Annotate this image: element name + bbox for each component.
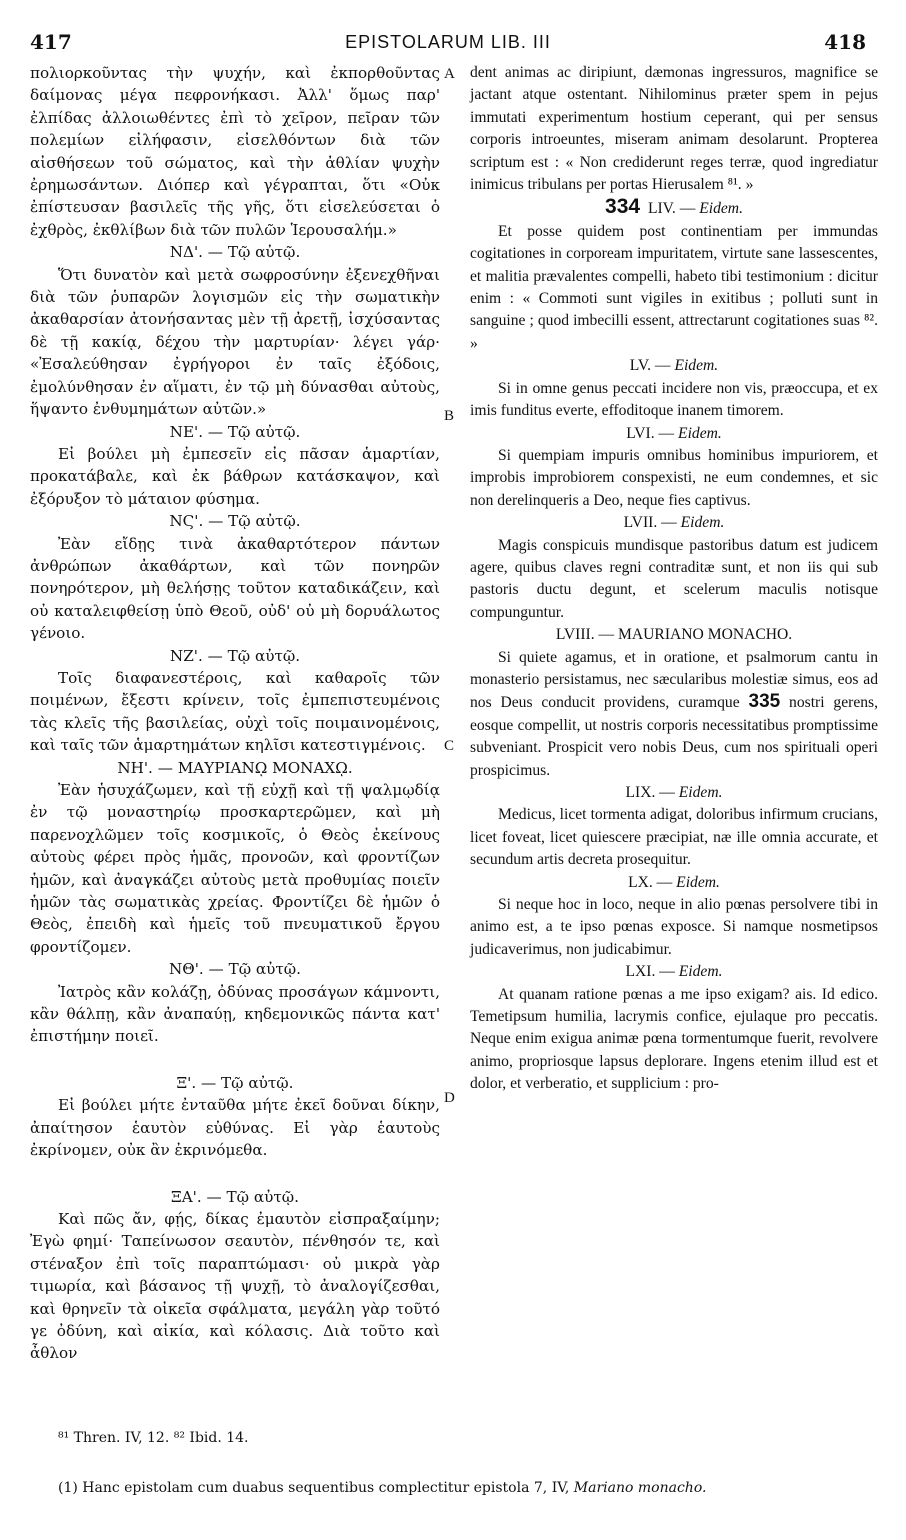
greek-heading-60: Ξ'. — Τῷ αὐτῷ.	[176, 1073, 294, 1092]
greek-heading-55: ΝΕ'. — Τῷ αὐτῷ.	[169, 422, 301, 441]
marginal-page-number-335: 335	[748, 691, 781, 713]
latin-heading-56	[470, 423, 878, 445]
latin-paragraph-59: Medicus, licet tormenta adigat, doloribus infirmum crucians, licet foveat, licet quiescere præcipiat, næ ille omnia accurate, et secundum artis decreta prosequitur.	[470, 806, 878, 869]
greek-paragraph-61: Καὶ πῶς ἄν, φῄς, δίκας ἐμαυτὸν εἰσπραξαίμην; Ἐγὼ φημί· Ταπείνωσον σεαυτὸν, πένθησόν τε, καὶ στέναξον ἐπὶ τοῖς παραπτώμασι· οὐ μικρὰ γὰρ τιμωρία, καὶ βάσανος τῇ ψυχῇ, τὸ ἀναλογίζεσθαι, καὶ θρηνεῖν τὰ οἰκεῖα σφάλματα, μεγάλη γὰρ τοῦτό γε ὀδύνη, καὶ αἰκία, καὶ κόλασις. Διὰ τοῦτο καὶ ἆθλον	[30, 1209, 440, 1363]
margin-letter-b: B	[444, 408, 455, 424]
latin-opening-paragraph: dent animas ac diripiunt, dæmonas ingressuros, magnifice se jactant atque ostentant. Nihilominus præter spem in pejus immutati experimentum hostium ceperant, qui per sensus corporis introeuntes, miseram animam desolarunt. Propterea scriptum est : « Non crediderunt reges terræ, quod ingrediatur inimicus tribulans per portas Hierusalem ⁸¹. »	[470, 64, 878, 194]
latin-heading-55-dedication: Eidem.	[674, 357, 719, 375]
latin-paragraph-58	[470, 647, 878, 782]
latin-paragraph-58-part-b: nostri gerens, eosque compellit, ut nostris corporis necessitatibus promptissime subveniant. Prospicit vero nobis Deus, cum nos spirituali operi prospicimus.	[470, 694, 879, 779]
greek-heading-54: ΝΔ'. — Τῷ αὐτῷ.	[169, 243, 301, 262]
margin-letter-a: A	[444, 66, 455, 82]
greek-column	[30, 62, 440, 1365]
latin-heading-61-dedication: Eidem.	[678, 963, 723, 981]
latin-paragraph-57: Magis conspicuis mundisque pastoribus datum est judicem agere, quibus claves regni contraditæ sunt, et non iis qui sub pastoris ductu degunt, et scelerum maculis notisque compunguntur.	[470, 536, 878, 621]
latin-heading-54	[470, 196, 878, 220]
latin-heading-59-label: LIX. —	[625, 784, 675, 801]
latin-heading-56-dedication: Eidem.	[678, 424, 722, 442]
page-number-right: 418	[824, 30, 866, 54]
latin-heading-60-label: LX. —	[628, 873, 673, 891]
margin-letter-c: C	[444, 738, 455, 754]
latin-paragraph-58-part-a: Si quiete agamus, et in oratione, et psalmorum cantu in monasterio persistamus, nec sæcularibus molestiæ simus, eos ad nos Deus conducit providens, curamque	[470, 648, 878, 712]
latin-paragraph-60: Si neque hoc in loco, neque in alio pœnas persolvere tibi in animo est, a te ipso pœnas exposce. Si namque nosmetipsos judicaverimus, non judicabimur.	[470, 896, 878, 958]
marginal-page-number-334: 334	[605, 195, 641, 219]
greek-heading-59: ΝΘ'. — Τῷ αὐτῷ.	[168, 960, 302, 979]
greek-paragraph-58: Ἐὰν ἡσυχάζωμεν, καὶ τῇ εὐχῇ καὶ τῇ ψαλμῳδίᾳ ἐν τῷ μοναστηρίῳ προσκαρτερῶμεν, καὶ μὴ παρενοχλῶμεν τοῖς κοσμικοῖς, ὁ Θεὸς ἐκείνους αὐτοὺς φέρει πρὸς ἡμᾶς, προνοῶν, καὶ φροντίζων ἡμῶν, καὶ ἀναγκάζει αὐτοὺς μετὰ προθυμίας ποιεῖν ἡμῶν τὰς σωματικὰς χρείας. Φροντίζει δὲ ἡμῶν ὁ Θεὸς, ἐπειδὴ καὶ ἡμεῖς τοῦ πνευματικοῦ ἔργου φροντίζομεν.	[30, 781, 440, 956]
running-title: EPISTOLARUM LIB. III	[345, 32, 551, 52]
latin-heading-57-label: LVII. —	[623, 514, 677, 532]
latin-heading-60	[470, 872, 878, 894]
editorial-footnote-italic: Mariano monacho.	[573, 1480, 707, 1496]
greek-opening-paragraph: πολιορκοῦντας τὴν ψυχήν, καὶ ἐκπορθοῦντας δαίμονας μέγα πεφρονήκασι. Ἀλλ' ὅμως παρ' ἐλπίδας ἀλλοιωθέντες ἐπὶ τὸ χεῖρον, πεῖραν τῶν πολεμίων εἰλήφασιν, εἰσελθόντων διὰ τῶν αἰσθήσεων τοῦ σώματος, καὶ τὴν ἀθλίαν ψυχὴν ἐρημωσάντων. Διόπερ καὶ γέγραπται, ὅτι «Οὐκ ἐπίστευσαν βασιλεῖς τῆς γῆς, ὅτι εἰσελεύσεται ὁ ἐχθρὸς, ἐκθλίβων διὰ τῶν πυλῶν Ἱερουσαλήμ.»	[30, 64, 440, 239]
editorial-footnote-text: (1) Hanc epistolam cum duabus sequentibus complectitur epistola 7, IV,	[58, 1480, 570, 1496]
latin-heading-55	[470, 355, 878, 377]
greek-heading-56: ΝϚ'. — Τῷ αὐτῷ.	[169, 512, 301, 531]
latin-column	[470, 62, 878, 1096]
greek-paragraph-54: Ὅτι δυνατὸν καὶ μετὰ σωφροσύνην ἐξενεχθῆναι διὰ τῶν ῥυπαρῶν λογισμῶν εἰς τὴν σωματικὴν ἀκαθαρσίαν ἀτονήσαντας μὲν τῇ ἀρετῇ, ἰσχύσαντας δὲ τῇ κακίᾳ, δέχου τὴν μαρτυρίαν· λέγει γάρ· «Ἐσαλεύθησαν ἐγρήγοροι ἐν ταῖς ἐξόδοις, ἐμολύνθησαν ἐν αἵματι, ἐν τῷ μὴ δύνασθαι αὐτοὺς, ἥψαντο ἐνθυμημάτων αὐτῶν.»	[30, 265, 440, 419]
latin-heading-58: LVIII. — MAURIANO MONACHO.	[555, 626, 793, 644]
greek-heading-61: ΞΑ'. — Τῷ αὐτῷ.	[171, 1187, 299, 1206]
latin-heading-60-dedication: Eidem.	[676, 873, 720, 891]
greek-paragraph-55: Εἰ βούλει μὴ ἐμπεσεῖν εἰς πᾶσαν ἁμαρτίαν, προκατάβαλε, καὶ ἐκ βάθρων κατάσκαψον, καὶ ἐξόρυξον τὸ μάταιον φύσημα.	[30, 444, 440, 508]
latin-heading-56-label: LVI. —	[626, 424, 675, 442]
greek-paragraph-59: Ἰατρὸς κἂν κολάζῃ, ὀδύνας προσάγων κάμνοντι, κἂν θάλπῃ, κἂν ἀναπαύῃ, κηδεμονικῶς πάντα κατ' ἐπιστήμην ποιεῖ.	[30, 982, 440, 1046]
page-number-left: 417	[30, 30, 72, 54]
latin-heading-61	[470, 961, 878, 983]
margin-letter-d: D	[444, 1090, 455, 1106]
latin-heading-59	[470, 782, 878, 804]
latin-heading-54-label: LIV. —	[647, 200, 696, 218]
greek-paragraph-57: Τοῖς διαφανεστέροις, καὶ καθαροῖς τῶν ποιμένων, ἔξεστι κρίνειν, τοῖς ἐμπεπιστευμένοις τὰς κλεῖς τῆς βασιλείας, οὐχὶ τοῖς ποιμαινομένοις, καὶ ταῖς τῶν ἁμαρτημάτων κηλῖσι κατεστιγμένοις.	[30, 668, 440, 755]
page-header	[30, 30, 866, 58]
latin-heading-57	[470, 512, 878, 534]
latin-heading-57-dedication: Eidem.	[680, 514, 725, 532]
greek-heading-58: ΝΗ'. — ΜΑΥΡΙΑΝῼ ΜΟΝΑΧῼ.	[117, 758, 353, 777]
latin-heading-61-label: LXI. —	[625, 963, 675, 981]
editorial-footnote	[58, 1480, 706, 1496]
latin-heading-54-dedication: Eidem.	[699, 200, 743, 218]
latin-paragraph-56: Si quempiam impuris omnibus hominibus impuriorem, et improbis improbiorem conspexisti, ne eum condemnes, et sic non derelinqueris a Deo, neque fies captivus.	[470, 446, 878, 509]
latin-paragraph-61: At quanam ratione pœnas a me ipso exigam? ais. Id edico. Temetipsum humilia, lacrymis confice, ejulaque pro peccatis. Neque enim exigua animæ pœna tormentumque fuerit, revolvere animo, propriosque lapsus deplorare. Ingens etenim illud est et dolor, et verberatio, et supplicium : pro-	[470, 985, 878, 1093]
greek-paragraph-60: Εἰ βούλει μήτε ἐνταῦθα μήτε ἐκεῖ δοῦναι δίκην, ἀπαίτησον ἑαυτὸν εὐθύνας. Εἰ γὰρ ἑαυτοὺς ἐκρίνομεν, οὐκ ἂν ἐκρινόμεθα.	[30, 1096, 440, 1160]
latin-heading-59-dedication: Eidem.	[678, 784, 723, 801]
latin-paragraph-54: Et posse quidem post continentiam per immundas cogitationes in corpoream impuritatem, virtute sane lassescentes, et malitia prævalentes compelli, habeto tibi testimonium : dicitur enim : « Commoti sunt vigiles in exitibus ; polluti sunt in sanguine ; quod imbecilli essent, attrectarunt cogitationes suas ⁸². »	[470, 222, 878, 352]
greek-heading-57: ΝΖ'. — Τῷ αὐτῷ.	[169, 646, 301, 665]
greek-paragraph-56: Ἐὰν εἴδῃς τινὰ ἀκαθαρτότερον πάντων ἀνθρώπων ἀκαθάρτων, καὶ τῶν πονηρῶν πονηρότερον, μὴ θελήσῃς τοῦτον καταδικάζειν, καὶ οὐ καταλειφθείσῃ ὑπὸ Θεοῦ, οὐδ' οὐ μὴ δορυάλωτος γένοιο.	[30, 534, 440, 643]
latin-paragraph-55: Si in omne genus peccati incidere non vis, præoccupa, et ex imis funditus everte, effoditoque inanem timorem.	[470, 379, 878, 420]
latin-heading-55-label: LV. —	[629, 357, 671, 375]
scripture-footnotes: ⁸¹ Thren. IV, 12. ⁸² Ibid. 14.	[58, 1430, 249, 1446]
